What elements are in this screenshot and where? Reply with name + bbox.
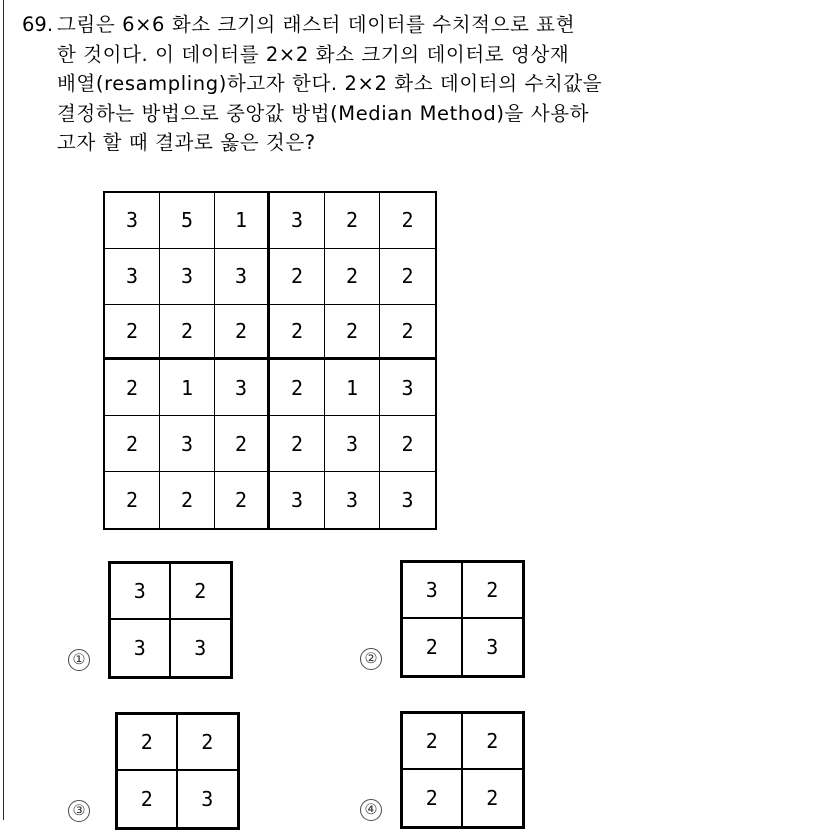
raster-cell-r1-c5: 2	[325, 193, 380, 249]
option-2-cell-r2-c1: 2	[403, 619, 463, 675]
option-3-cell-r1-c2: 2	[178, 715, 238, 771]
question-line	[22, 10, 622, 40]
answer-option-3[interactable]	[68, 712, 240, 830]
raster-cell-r2-c2: 3	[160, 249, 215, 305]
raster-cell-r6-c6: 3	[401, 488, 414, 513]
question-line	[22, 40, 622, 70]
raster-cell-r6-c4: 3	[270, 472, 325, 528]
option-4-cell-r2-c2: 2	[486, 786, 499, 810]
option-1-cell-r1-c1: 3	[111, 564, 171, 620]
raster-cell-r4-c5: 1	[325, 360, 380, 416]
option-3-cell-r2-c1: 2	[118, 771, 178, 827]
option-grid-3	[115, 712, 240, 830]
question-number: 69.	[22, 13, 54, 36]
raster-cell-r1-c4: 3	[270, 193, 325, 249]
question-text-line-4: 결정하는 방법으로 중앙값 방법(Median Method)을 사용하	[57, 101, 590, 125]
question-text-line-3: 배열(resampling)하고자 한다. 2×2 화소 데이터의 수치값을	[57, 72, 603, 95]
raster-cell-r4-c4: 2	[270, 360, 325, 416]
question-line	[22, 99, 622, 129]
question-text-line-5: 고자 할 때 결과로 옳은 것은?	[57, 131, 316, 154]
option-1-cell-r2-c1: 3	[111, 620, 171, 676]
answer-option-2[interactable]	[360, 560, 525, 678]
raster-cell-r5-c4: 2	[270, 416, 325, 472]
option-2-cell-r1-c1: 3	[403, 563, 463, 619]
raster-cell-r3-c5: 2	[325, 305, 380, 361]
raster-cell-r2-c6: 2	[380, 249, 435, 305]
question-line	[22, 69, 622, 99]
option-2-cell-r2-c2: 3	[486, 635, 499, 659]
raster-cell-r1-c3: 1	[215, 193, 270, 249]
option-grid-2	[400, 560, 525, 678]
option-4-cell-r1-c1: 2	[403, 714, 463, 770]
raster-cell-r1-c6: 2	[380, 193, 435, 249]
option-grid-1	[108, 561, 233, 679]
raster-cell-r3-c2: 2	[160, 305, 215, 361]
option-3-cell-r2-c2: 3	[201, 787, 214, 811]
raster-cell-r1-c2: 5	[160, 193, 215, 249]
option-1-cell-r1-c2: 2	[171, 564, 231, 620]
option-2-cell-r1-c2: 2	[463, 563, 523, 619]
raster-cell-r6-c3: 2	[215, 472, 270, 528]
raster-cell-r5-c6: 2	[380, 416, 435, 472]
raster-cell-r2-c3: 3	[215, 249, 270, 305]
raster-cell-r3-c6: 2	[380, 305, 435, 361]
raster-cell-r5-c1: 2	[105, 416, 160, 472]
answer-option-4[interactable]	[360, 711, 525, 829]
raster-cell-r5-c2: 3	[160, 416, 215, 472]
raster-cell-r5-c3: 2	[215, 416, 270, 472]
page-left-rule	[3, 0, 4, 820]
raster-cell-r3-c3: 2	[215, 305, 270, 361]
raster-cell-r2-c4: 2	[270, 249, 325, 305]
option-marker-4: ④	[360, 799, 382, 821]
option-marker-1: ①	[68, 649, 90, 671]
question-line	[22, 128, 622, 158]
raster-cell-r3-c4: 2	[270, 305, 325, 361]
answer-option-1[interactable]	[68, 561, 233, 679]
raster-data-grid	[103, 191, 437, 530]
raster-cell-r1-c1: 3	[105, 193, 160, 249]
raster-cell-r4-c1: 2	[105, 360, 160, 416]
raster-cell-r3-c1: 2	[105, 305, 160, 361]
question-block	[22, 10, 622, 158]
option-marker-2: ②	[360, 648, 382, 670]
raster-cell-r2-c5: 2	[325, 249, 380, 305]
raster-cell-r2-c1: 3	[105, 249, 160, 305]
option-4-cell-r2-c1: 2	[403, 770, 463, 826]
question-text-line-2: 한 것이다. 이 데이터를 2×2 화소 크기의 데이터로 영상재	[57, 42, 570, 66]
option-1-cell-r2-c2: 3	[194, 636, 207, 660]
raster-cell-r4-c3: 3	[215, 360, 270, 416]
raster-cell-r6-c5: 3	[325, 472, 380, 528]
option-marker-3: ③	[68, 800, 90, 822]
raster-cell-r5-c5: 3	[325, 416, 380, 472]
raster-cell-r4-c6: 3	[380, 360, 435, 416]
option-3-cell-r1-c1: 2	[118, 715, 178, 771]
raster-cell-r6-c1: 2	[105, 472, 160, 528]
question-text-line-1: 그림은 6×6 화소 크기의 래스터 데이터를 수치적으로 표현	[57, 13, 576, 36]
raster-cell-r4-c2: 1	[160, 360, 215, 416]
raster-cell-r6-c2: 2	[160, 472, 215, 528]
option-grid-4	[400, 711, 525, 829]
option-4-cell-r1-c2: 2	[463, 714, 523, 770]
